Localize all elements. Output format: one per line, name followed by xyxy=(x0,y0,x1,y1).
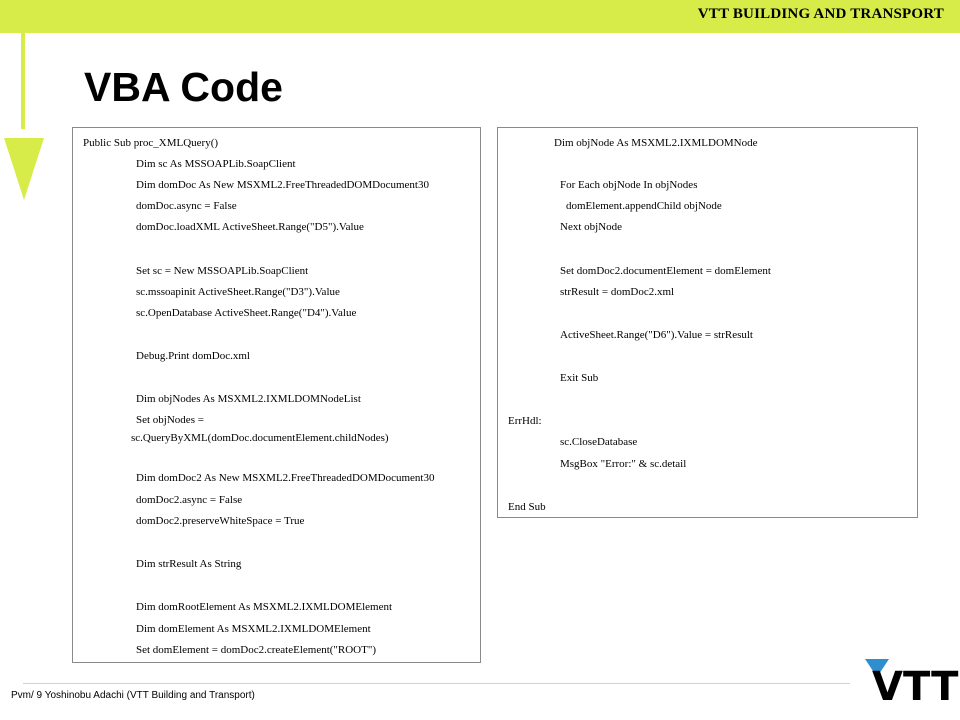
code-line: sc.OpenDatabase ActiveSheet.Range("D4").Value xyxy=(136,307,357,319)
footer-text: Pvm/ 9 Yoshinobu Adachi (VTT Building and Transport) xyxy=(11,690,255,701)
accent-vertical-line xyxy=(21,33,25,129)
code-line: sc.QueryByXML(domDoc.documentElement.childNodes) xyxy=(131,432,389,444)
code-line: Dim domElement As MSXML2.IXMLDOMElement xyxy=(136,623,371,635)
code-line: End Sub xyxy=(508,501,546,513)
code-line: domDoc2.async = False xyxy=(136,494,243,506)
header-bar xyxy=(0,0,960,33)
code-line: strResult = domDoc2.xml xyxy=(560,286,675,298)
code-line: sc.CloseDatabase xyxy=(560,436,638,448)
slide-title: VBA Code xyxy=(84,64,283,110)
code-line: Dim domDoc2 As New MSXML2.FreeThreadedDOMDocument30 xyxy=(136,472,435,484)
code-line: Dim domDoc As New MSXML2.FreeThreadedDOMDocument30 xyxy=(136,179,429,191)
code-line: ActiveSheet.Range("D6").Value = strResult xyxy=(560,329,753,341)
code-line: domElement.appendChild objNode xyxy=(566,200,722,212)
code-line: Set domElement = domDoc2.createElement("ROOT") xyxy=(136,644,377,656)
code-line: Set sc = New MSSOAPLib.SoapClient xyxy=(136,265,309,277)
code-line: Dim sc As MSSOAPLib.SoapClient xyxy=(136,158,296,170)
code-panel-left xyxy=(72,127,481,663)
code-line: domDoc.loadXML ActiveSheet.Range("D5").Value xyxy=(136,221,364,233)
logo-text: VTT xyxy=(872,664,959,710)
code-line: Dim domRootElement As MSXML2.IXMLDOMElement xyxy=(136,601,393,613)
code-line: domDoc.async = False xyxy=(136,200,237,212)
footer-divider xyxy=(23,683,850,684)
vtt-logo-icon xyxy=(862,655,959,710)
org-name: VTT BUILDING AND TRANSPORT xyxy=(697,6,944,22)
accent-triangle-icon xyxy=(4,138,44,200)
code-line: MsgBox "Error:" & sc.detail xyxy=(560,458,687,470)
code-line: For Each objNode In objNodes xyxy=(560,179,698,191)
code-line: Debug.Print domDoc.xml xyxy=(136,350,250,362)
code-panel-right xyxy=(497,127,918,518)
code-line: Dim objNodes As MSXML2.IXMLDOMNodeList xyxy=(136,393,361,405)
code-line: Set domDoc2.documentElement = domElement xyxy=(560,265,771,277)
code-line: ErrHdl: xyxy=(508,415,542,427)
code-line: Dim strResult As String xyxy=(136,558,242,570)
code-line: Exit Sub xyxy=(560,372,599,384)
code-line: Set objNodes = xyxy=(136,414,204,426)
code-line: domDoc2.preserveWhiteSpace = True xyxy=(136,515,305,527)
code-line: sc.mssoapinit ActiveSheet.Range("D3").Value xyxy=(136,286,340,298)
code-line: Dim objNode As MSXML2.IXMLDOMNode xyxy=(554,137,758,149)
code-line: Next objNode xyxy=(560,221,623,233)
code-line: Public Sub proc_XMLQuery() xyxy=(83,137,219,149)
